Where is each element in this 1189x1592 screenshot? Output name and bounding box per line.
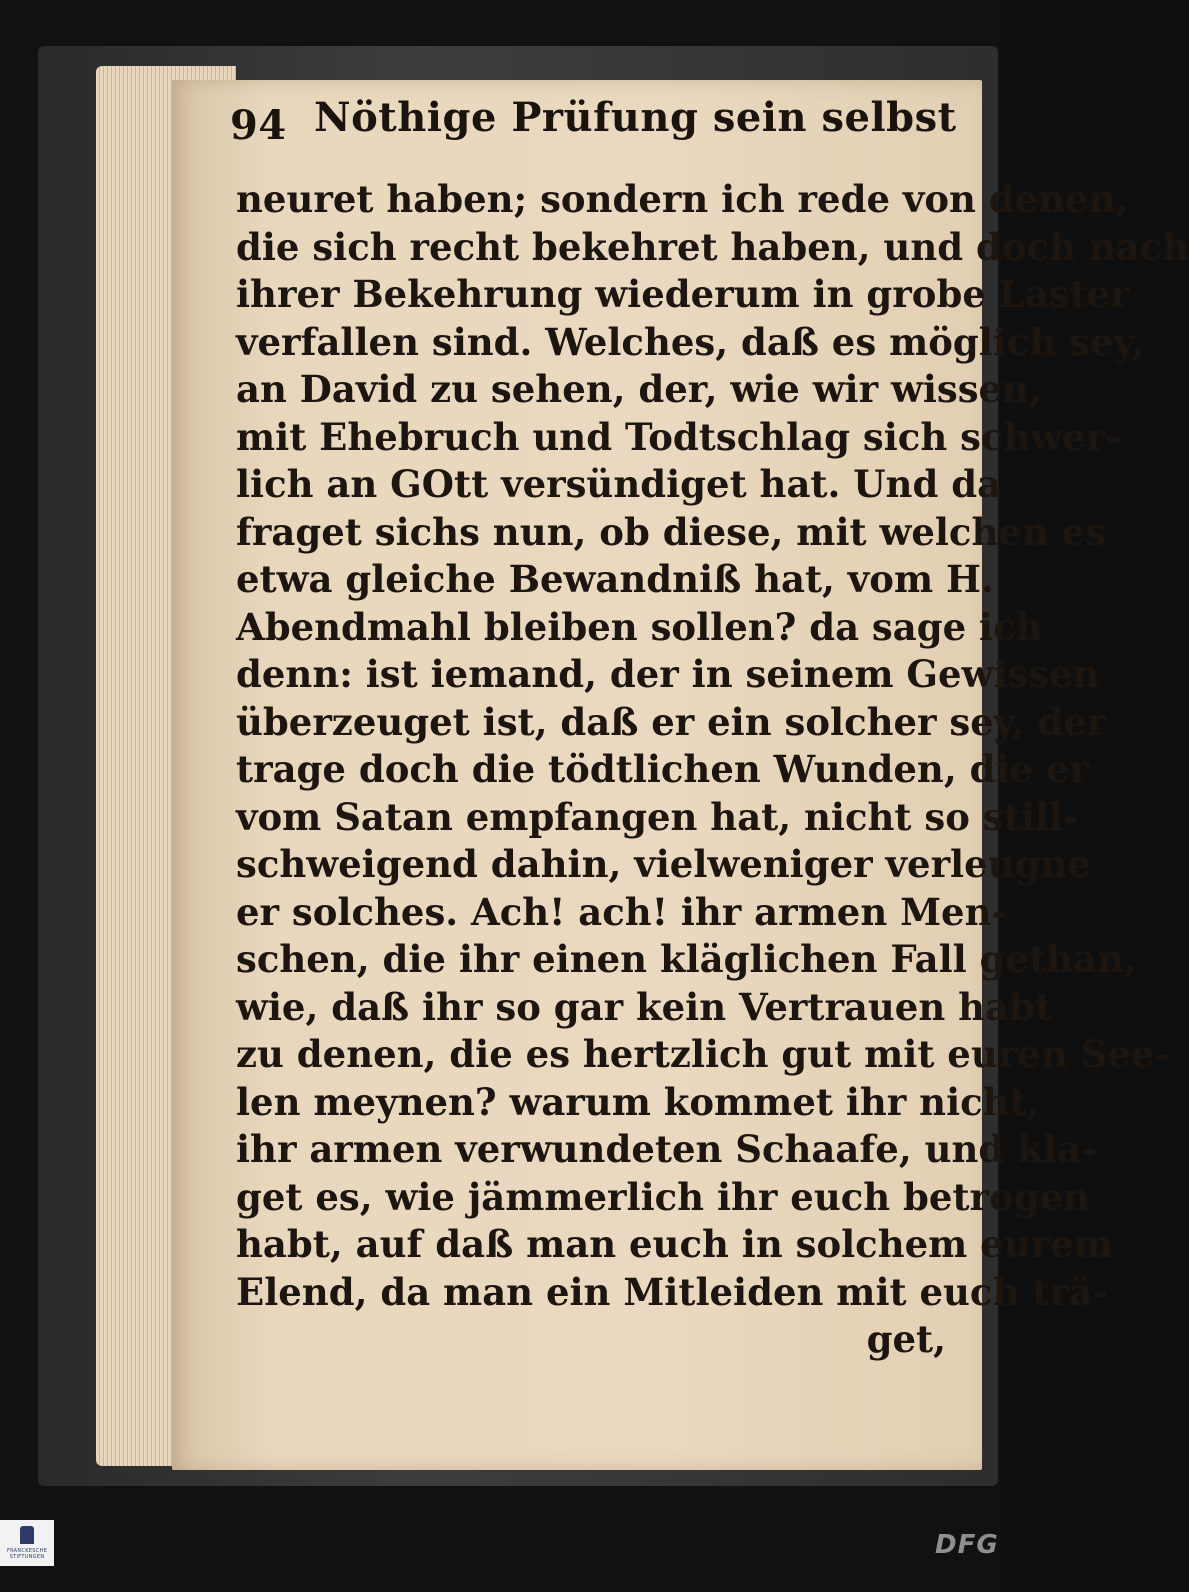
text-line: denn: ist iemand, der in seinem Gewissen (236, 652, 1100, 696)
text-line: get es, wie jämmerlich ihr euch betrogen (236, 1174, 1091, 1219)
text-line: vom Satan empfangen hat, nicht so still- (236, 794, 1079, 839)
text-line: mit Ehebruch und Todtschlag sich schwer- (236, 414, 1121, 459)
text-line: die sich recht bekehret haben, und doch nach (236, 224, 1189, 269)
text-line: schweigend dahin, vielweniger verleugne (236, 842, 1091, 886)
page-header (230, 94, 957, 154)
viewer-footer (0, 1532, 1000, 1592)
catchword: get, (866, 1317, 946, 1361)
library-logo (0, 1520, 54, 1566)
text-line: Abendmahl bleiben sollen? da sage ich (236, 604, 1043, 649)
body-text (236, 176, 1189, 1364)
text-line: fraget sichs nun, ob diese, mit welchen es (236, 509, 1107, 554)
text-line: etwa gleiche Bewandniß hat, vom H. (236, 557, 994, 601)
text-line: Elend, da man ein Mitleiden mit euch trä- (236, 1269, 1109, 1314)
text-line: er solches. Ach! ach! ihr armen Men- (236, 889, 1007, 934)
text-line: zu denen, die es hertzlich gut mit euren See- (236, 1032, 1170, 1076)
text-line: an David zu sehen, der, wie wir wissen, (236, 367, 1042, 411)
text-line: schen, die ihr einen kläglichen Fall gethan, (236, 937, 1137, 981)
library-emblem-icon (20, 1526, 34, 1544)
library-logo-text: FRANCKESCHE STIFTUNGEN (6, 1548, 48, 1560)
running-title: Nöthige Prüfung sein selbst (314, 94, 957, 141)
dfg-logo: DFG (935, 1530, 999, 1560)
text-line: verfallen sind. Welches, daß es möglich sey, (236, 319, 1145, 364)
text-line: ihrer Bekehrung wiederum in grobe Laster (236, 272, 1130, 316)
text-line: trage doch die tödtlichen Wunden, die er (236, 747, 1089, 791)
page-number: 94 (230, 102, 287, 149)
text-line: lich an GOtt versündiget hat. Und da (236, 462, 1002, 506)
text-line: ihr armen verwundeten Schaafe, und kla- (236, 1127, 1097, 1171)
text-line: überzeuget ist, daß er ein solcher sey, der (236, 699, 1107, 744)
text-line: neuret haben; sondern ich rede von denen, (236, 177, 1129, 221)
text-line: habt, auf daß man euch in solchem eurem (236, 1222, 1113, 1266)
text-line: wie, daß ihr so gar kein Vertrauen habt (236, 984, 1052, 1029)
text-line: len meynen? warum kommet ihr nicht, (236, 1079, 1040, 1124)
